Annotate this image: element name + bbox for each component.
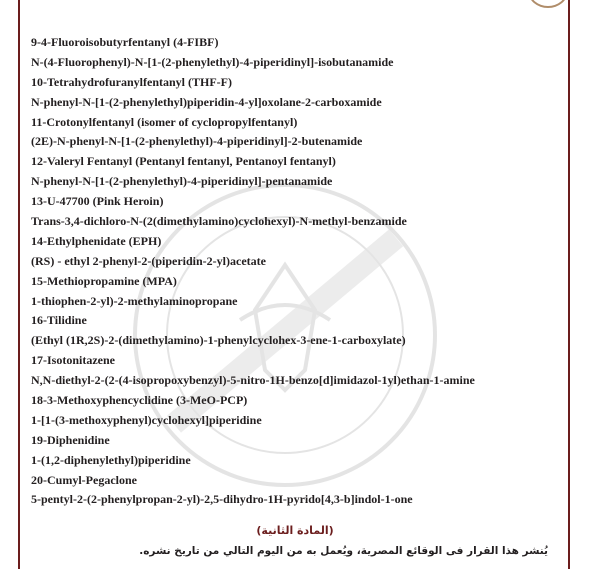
- list-line: 1-[1-(3-methoxyphenyl)cyclohexyl]piperidine: [31, 412, 262, 427]
- list-line: 15-Methiopropamine (MPA): [31, 273, 177, 288]
- list-line: 20-Cumyl-Pegaclone: [31, 472, 137, 487]
- list-line: (Ethyl (1R,2S)-2-(dimethylamino)-1-phenylcyclohex-3-ene-1-carboxylate): [31, 333, 406, 348]
- list-line: (2E)-N-phenyl-N-[1-(2-phenylethyl)-4-piperidinyl]-2-butenamide: [31, 134, 363, 149]
- list-line: 12-Valeryl Fentanyl (Pentanyl fentanyl, Pentanoyl fentanyl): [31, 154, 336, 169]
- list-line: N-phenyl-N-[1-(2-phenylethyl)piperidin-4-yl]oxolane-2-carboxamide: [31, 94, 382, 109]
- list-line: N-phenyl-N-[1-(2-phenylethyl)-4-piperidinyl]-pentanamide: [31, 174, 333, 189]
- list-line: 19-Diphenidine: [31, 432, 110, 447]
- list-line: 1-thiophen-2-yl)-2-methylaminopropane: [31, 293, 238, 308]
- article-heading: (المادة الثانية): [256, 524, 334, 537]
- list-line: 17-Isotonitazene: [31, 353, 115, 368]
- list-line: (RS) - ethyl 2-phenyl-2-(piperidin-2-yl)acetate: [31, 253, 266, 268]
- article-text: يُنشر هذا القرار فى الوقائع المصرية، ويُعمل به من اليوم التالي من تاريخ نشره.: [139, 545, 548, 557]
- list-line: 18-3-Methoxyphencyclidine (3-MeO-PCP): [31, 393, 248, 408]
- list-line: 5-pentyl-2-(2-phenylpropan-2-yl)-2,5-dihydro-1H-pyrido[4,3-b]indol-1-one: [31, 492, 413, 507]
- list-line: 13-U-47700 (Pink Heroin): [31, 194, 164, 209]
- list-line: 10-Tetrahydrofuranylfentanyl (THF-F): [31, 74, 232, 89]
- substance-list: [31, 33, 561, 510]
- list-line: 16-Tilidine: [31, 313, 87, 328]
- list-line: Trans-3,4-dichloro-N-(2(dimethylamino)cyclohexyl)-N-methyl-benzamide: [31, 214, 407, 229]
- list-line: N-(4-Fluorophenyl)-N-[1-(2-phenylethyl)-4-piperidinyl]-isobutanamide: [31, 54, 394, 69]
- list-line: 11-Crotonylfentanyl (isomer of cyclopropylfentanyl): [31, 114, 298, 129]
- list-line: 1-(1,2-diphenylethyl)piperidine: [31, 452, 191, 467]
- list-line: 9-4-Fluoroisobutyrfentanyl (4-FIBF): [31, 35, 219, 49]
- list-line: 14-Ethylphenidate (EPH): [31, 233, 162, 248]
- list-line: N,N-diethyl-2-(2-(4-isopropoxybenzyl)-5-nitro-1H-benzo[d]imidazol-1yl)ethan-1-amine: [31, 373, 475, 388]
